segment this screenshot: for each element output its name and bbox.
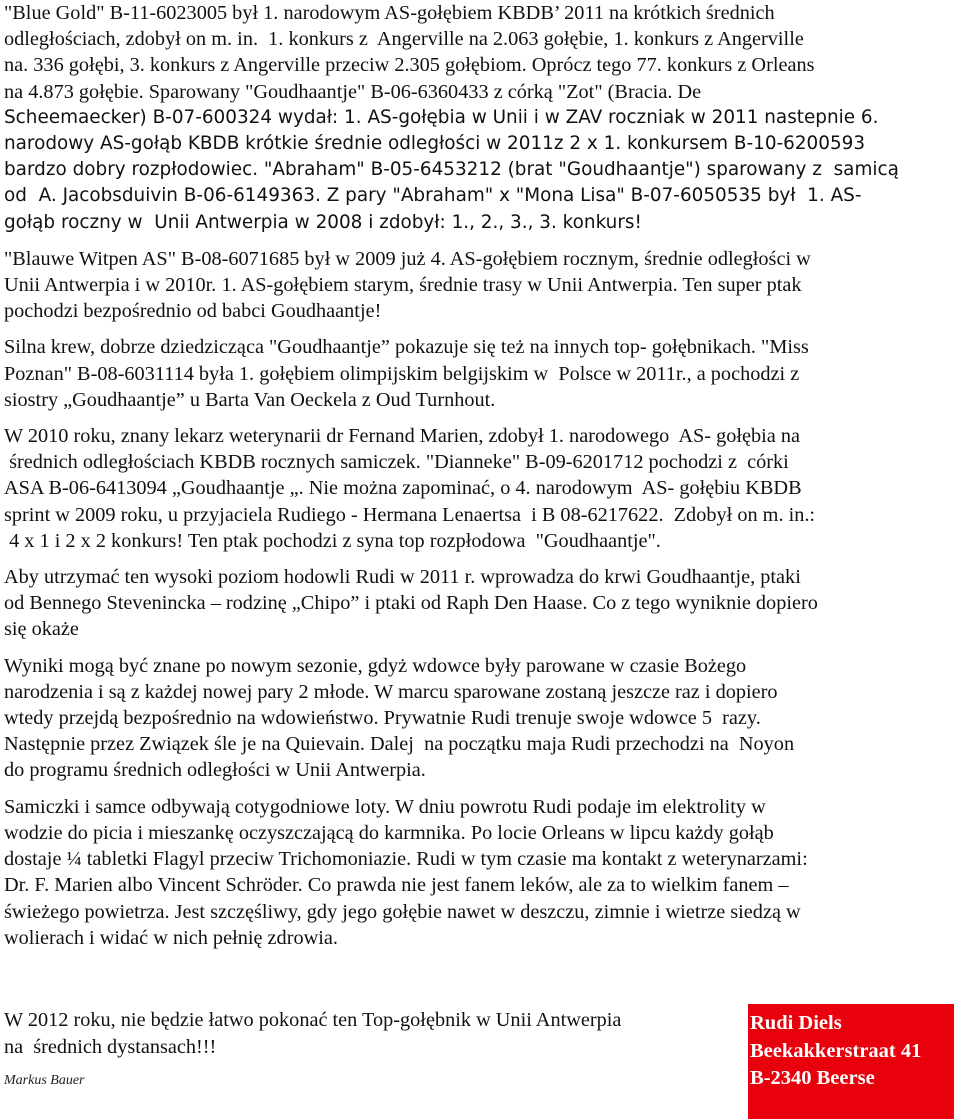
paragraph-samiczki: Samiczki i samce odbywają cotygodniowe loty. W dniu powrotu Rudi podaje im elektrolity w wodzie do picia i mieszankę oczyszczającą do karmnika. Po locie Orleans w lipcu każdy gołąb dostaje ¼ tabletki Flagyl przeciw Trichomoniazie. Rudi w tym czasie ma kontakt z weterynarzami: Dr. F. Marien albo Vincent Schröder. Co prawda nie jest fanem leków, ale za to wielkim fanem – świeżego powietrza. Jest szczęśliwy, gdy jego gołębie nawet w deszczu, zimnie i wietrze siedzą w wolierach i widać w nich pełnię zdrowia. [4,795,808,949]
paragraph-2012: W 2012 roku, nie będzie łatwo pokonać ten Top-gołębnik w Unii Antwerpia na średnich dystansach!!! [4,1009,622,1058]
paragraph-blauwe-witpen: "Blauwe Witpen AS" B-08-6071685 był w 2009 już 4. AS-gołębiem rocznym, średnie odległości w Unii Antwerpia i w 2010r. 1. AS-gołębiem starym, średnie trasy w Unii Antwerpia. Ten super ptak pochodzi bezpośrednio od babci Goudhaantje! [4,247,811,323]
article-body [4,0,954,951]
paragraph-2011: Aby utrzymać ten wysoki poziom hodowli Rudi w 2011 r. wprowadza do krwi Goudhaantje, ptaki od Bennego Stevenincka – rodzinę „Chipo” i ptaki od Raph Den Haase. Co z tego wyniknie dopiero się okaże [4,566,818,641]
text-line: na 4.873 gołębie. Sparowany "Goudhaantje" B-06-6360433 z córką "Zot" (Bracia. De [4,80,702,103]
address-box [748,1004,954,1119]
author-signature: Markus Bauer [4,1073,85,1088]
text-line: Scheemaecker) B-07-600324 wydał: 1. AS-gołębia w Unii i w ZAV roczniak w 2011 nastepnie 6. [4,106,879,128]
paragraph-blue-gold [4,0,954,236]
text-line: odległościach, zdobył on m. in. 1. konkurs z Angerville na 2.063 gołębie, 1. konkurs z Angerville [4,28,804,51]
address-name: Rudi Diels [750,1012,842,1034]
address-city: B-2340 Beerse [750,1067,875,1089]
text-line: bardzo dobry rozpłodowiec. "Abraham" B-05-6453212 (brat "Goudhaantje") sparowany z samicą [4,159,899,181]
paragraph-silna-krew: Silna krew, dobrze dziedzicząca "Goudhaantje” pokazuje się też na innych top- gołębnikach. "Miss Poznan" B-08-6031114 była 1. gołębiem olimpijskim belgijskim w Polsce w 2011r., a pochodzi z siostry „Goudhaantje” u Barta Van Oeckela z Oud Turnhout. [4,336,809,411]
text-line: narodowy AS-gołąb KBDB krótkie średnie odległości w 2011z 2 x 1. konkursem B-10-6200593 [4,133,866,155]
text-line: na. 336 gołębi, 3. konkurs z Angerville przeciw 2.305 gołębiom. Oprócz tego 77. konkurs z Orleans [4,54,815,77]
text-line: "Blue Gold" B-11-6023005 był 1. narodowym AS-gołębiem KBDB’ 2011 na krótkich średnich [4,2,775,24]
text-line: od A. Jacobsduivin B-06-6149363. Z pary "Abraham" x "Mona Lisa" B-07-6050535 był 1. AS- [4,185,862,207]
address-street: Beekakkerstraat 41 [750,1039,922,1062]
text-line: gołąb roczny w Unii Antwerpia w 2008 i zdobył: 1., 2., 3., 3. konkurs! [4,211,642,233]
paragraph-wyniki: Wyniki mogą być znane po nowym sezonie, gdyż wdowce były parowane w czasie Bożego narodzenia i są z każdej nowej pary 2 młode. W marcu sparowane zostaną jeszcze raz i dopiero wtedy przejdą bezpośrednio na wdowieństwo. Prywatnie Rudi trenuje swoje wdowce 5 razy. Następnie przez Związek śle je na Quievain. Dalej na początku maja Rudi przechodzi na Noyon do programu średnich odległości w Unii Antwerpia. [4,654,795,782]
paragraph-2010: W 2010 roku, znany lekarz weterynarii dr Fernand Marien, zdobył 1. narodowego AS- gołębia na średnich odległościach KBDB rocznych samiczek. "Dianneke" B-09-6201712 pochodzi z córki ASA B-06-6413094 „Goudhaantje „. Nie można zapominać, o 4. narodowym AS- gołębiu KBDB sprint w 2009 roku, u przyjaciela Rudiego - Hermana Lenaertsa i B 08-6217622. Zdobył on m. in.: 4 x 1 i 2 x 2 konkurs! Ten ptak pochodzi z syna top rozpłodowa "Goudhaantje". [4,425,816,552]
